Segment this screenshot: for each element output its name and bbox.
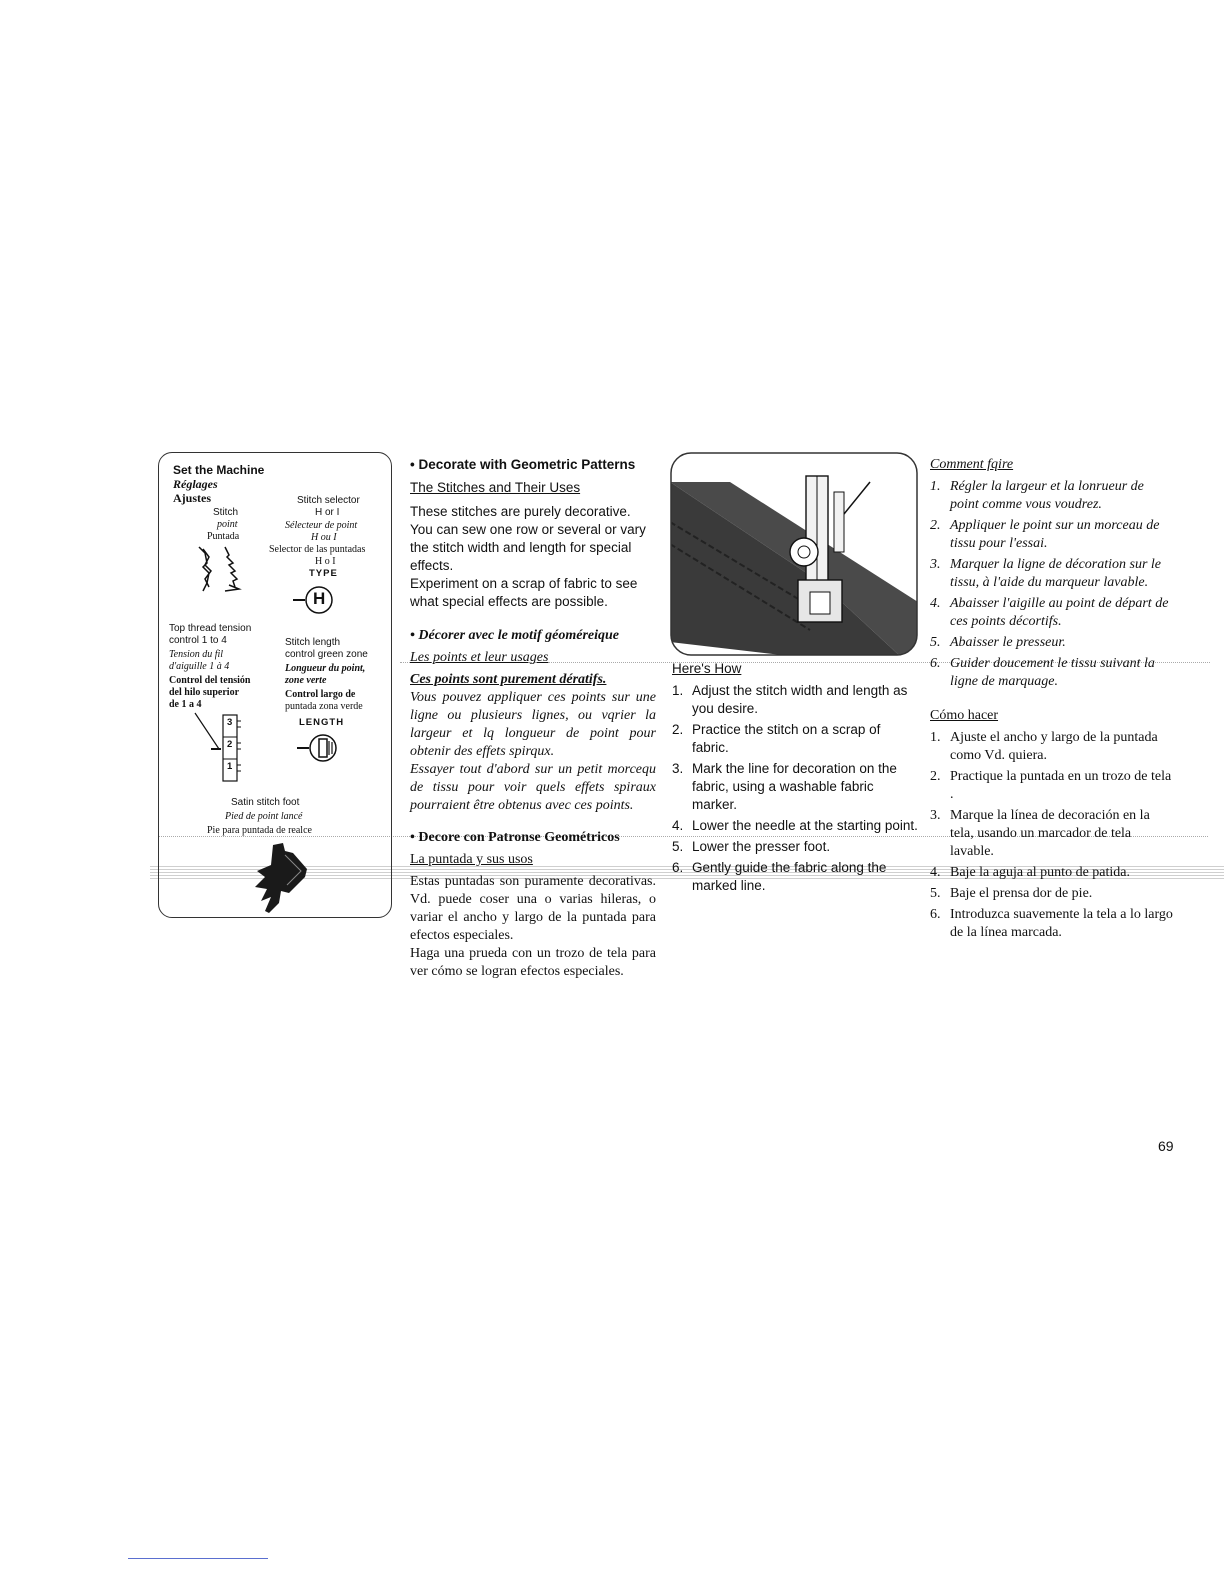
foot-label-en: Satin stitch foot [231,797,300,808]
paragraph-en-2: Experiment on a scrap of fabric to see what special effects are possible. [410,576,638,609]
column-instructions-fr-es [930,456,1176,945]
step-item-fr: 6. Guider doucement le tissu suivant la ligne de marquage. [930,656,1155,689]
paragraph-es-1: Estas puntadas son puramente decorativas. [410,874,656,889]
selector-value-fr: H ou I [311,532,337,543]
dial-number-1: 1 [227,761,233,772]
length-label-es-1: Control largo de [285,689,356,700]
foot-label-fr: Pied de point lancé [225,811,303,822]
subheading-fr: Les points et leur usages [410,650,549,665]
subheading-en: The Stitches and Their Uses [410,480,581,495]
stitch-label-fr: point [217,519,238,530]
page-number: 69 [1158,1138,1174,1154]
selector-label-es: Selector de las puntadas [269,544,366,555]
paragraph-fr-2: Essayer tout d'abord sur un petit morcequ de tissu pour voir quels effets spiraux pourraient être obtenus avec ces points. [410,762,656,813]
type-letter: H [313,589,326,608]
settings-title-fr: Réglages [173,477,218,491]
length-label-en-2: control green zone [285,649,368,660]
length-dial-icon [295,731,345,765]
selector-value-en: H or I [315,507,340,518]
step-item: 4. Lower the needle at the starting point. [672,818,918,833]
column-decorate-patterns [410,456,656,981]
tension-label-fr-1: Tension du fil [169,649,224,660]
selector-label-en: Stitch selector [297,495,360,506]
paragraph-fr-1: Vous pouvez appliquer ces points sur une ligne ou plusieurs lignes, ou vqrier la largeur et lq longueur de point pour obtenir des effets spirqux. [410,690,656,759]
paragraph-es-3: Haga una prueda con un trozo de tela para ver cómo se logran efectos especiales. [410,946,656,979]
step-item-es: 1. Ajuste el ancho y largo de la puntada como Vd. quiera. [930,730,1158,763]
step-item: 6. Gently guide the fabric along the marked line. [672,860,887,893]
subheading-es: La puntada y sus usos [410,852,533,867]
heres-how-steps [672,682,918,895]
stitch-label-en: Stitch [213,507,239,518]
line-fr-1: Ces points sont purement dératifs. [410,672,607,687]
sewing-foot-illustration [670,452,918,656]
paragraph-en-1: These stitches are purely decorative. You can sew one row or several or vary the stitch width and length for special effects. [410,504,646,573]
column-heres-how [672,660,918,898]
machine-settings-box [158,452,392,918]
step-item-es: 2. Practique la puntada en un trozo de tela . [930,769,1172,802]
stitch-label-es: Puntada [207,531,240,542]
heres-how-heading: Here's How [672,661,742,676]
tension-label-en-1: Top thread tension [169,623,252,634]
heading-es: • Decore con Patronse Geométricos [410,830,620,845]
step-item-fr: 5. Abaisser le presseur. [930,635,1066,650]
step-item-es: 6. Introduzca suavemente la tela a lo largo de la línea marcada. [930,907,1173,940]
length-label: LENGTH [299,717,345,728]
dial-number-3: 3 [227,717,233,728]
heading-en: • Decorate with Geometric Patterns [410,457,636,472]
tension-dial-icon [189,711,249,789]
heading-como-hacer: Cómo hacer [930,708,999,723]
satin-stitch-foot-icon [245,841,315,917]
settings-title: Set the Machine [173,463,265,477]
tension-label-es-2: del hilo superior [169,687,240,698]
heading-comment-faire: Comment fqire [930,457,1014,472]
selector-value-es: H o I [315,556,336,567]
step-item-fr: 3. Marquer la ligne de décoration sur le tissu, à l'aide du marqueur lavable. [930,557,1162,590]
tension-label-es-3: de 1 a 4 [169,699,202,710]
step-item-es: 4. Baje la aguja al punto de patida. [930,865,1130,880]
heading-fr: • Décorer avec le motif géoméreique [410,628,619,643]
tension-label-es-1: Control del tensión [169,675,251,686]
tension-label-en-2: control 1 to 4 [169,635,227,646]
foot-label-es: Pie para puntada de realce [207,825,312,836]
step-item: 2. Practice the stitch on a scrap of fabric. [672,722,881,755]
step-item-fr: 1. Régler la largeur et la lonrueur de point comme vous voudrez. [930,479,1144,512]
steps-es [930,729,1176,942]
steps-fr [930,478,1176,691]
stitch-pattern-icon [195,545,265,595]
settings-title-es: Ajustes [173,491,211,505]
length-label-es-2: puntada zona verde [285,701,363,712]
step-item-es: 5. Baje el prensa dor de pie. [930,886,1093,901]
step-item: 3. Mark the line for decoration on the fabric, using a washable fabric marker. [672,761,897,812]
type-label: TYPE [309,568,338,579]
footnote-rule [128,1558,268,1559]
step-item: 5. Lower the presser foot. [672,839,831,854]
step-item-es: 3. Marque la línea de decoración en la tela, usando un marcador de tela lavable. [930,808,1150,859]
length-label-en-1: Stitch length [285,637,341,648]
dial-number-2: 2 [227,739,233,750]
tension-label-fr-2: d'aiguille 1 à 4 [169,661,230,672]
paragraph-es-2: Vd. puede coser una o varias hileras, o variar el ancho y largo de la puntada para efectos especiales. [410,892,656,943]
step-item: 1. Adjust the stitch width and length as you desire. [672,683,908,716]
length-label-fr-1: Longueur du point, [285,663,366,674]
step-item-fr: 4. Abaisser l'aigille au point de départ de ces points décortifs. [930,596,1169,629]
length-label-fr-2: zone verte [285,675,327,686]
selector-label-fr: Sélecteur de point [285,520,358,531]
step-item-fr: 2. Appliquer le point sur un morceau de tissu pour l'essai. [930,518,1160,551]
